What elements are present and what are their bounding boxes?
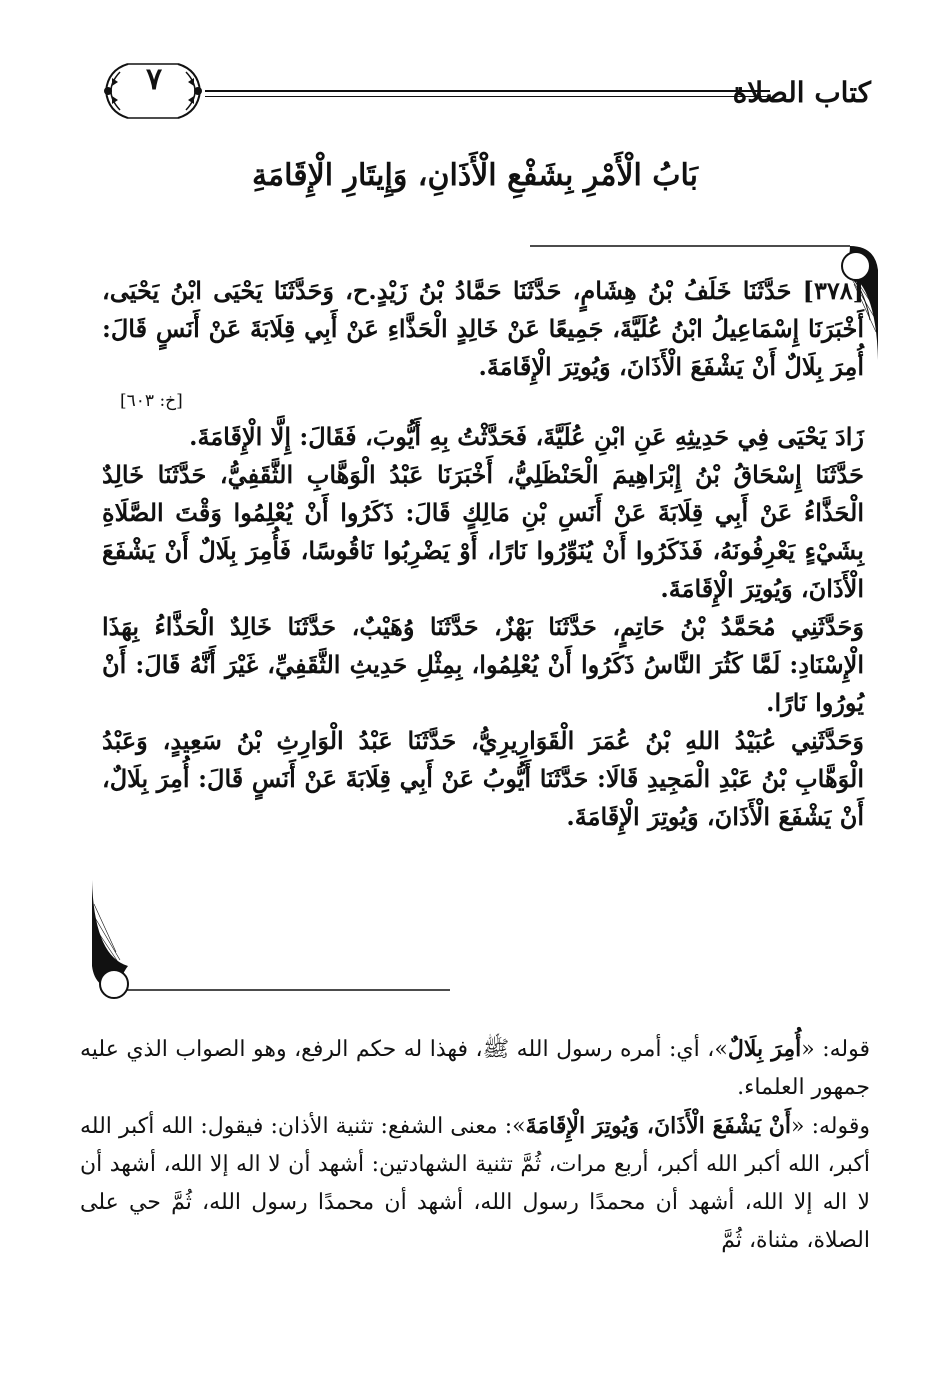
commentary-2-text: »: معنى الشفع: تثنية الأذان: فيقول: الله أكبر الله أكبر، الله أكبر الله أكبر، أربع مرات، ثُمَّ تثنية الشهادتين: أشهد أن لا اله إلا الله، أشهد أن لا اله إلا الله، أشهد أن محمدًا رسول الله، أشهد أن محمدًا رسول الله، ثُمَّ حي على الصلاة، مثناة، ثُمَّ [80,1114,870,1253]
commentary-1-quote: أُمِرَ بِلَالٌ [727,1036,802,1062]
hadith-paragraph-1: [٣٧٨] حَدَّثَنَا خَلَفُ بْنُ هِشَامٍ، حَدَّثَنَا حَمَّادُ بْنُ زَيْدٍ.ح، وَحَدَّثَنَا يَحْيَى ابْنُ يَحْيَى، أَخْبَرَنَا إِسْمَاعِيلُ ابْنُ عُلَيَّةَ، جَمِيعًا عَنْ خَالِدٍ الْحَذَّاءِ عَنْ أَبِي قِلَابَةَ عَنْ أَنَسٍ قَالَ: أُمِرَ بِلَالٌ أَنْ يَشْفَعَ الْأَذَانَ، وَيُوتِرَ الْإِقَامَةَ. [102,276,864,381]
chapter-title: بَابُ الْأَمْرِ بِشَفْعِ الْأَذَانِ، وَإِيتَارِ الْإِقَامَةِ [251,158,699,193]
commentary-paragraph-1 [80,1030,870,1107]
cross-reference: [خ: ٦٠٣] [120,391,183,411]
hadith-block [102,272,864,836]
hadith-paragraph-5: وَحَدَّثَنِي عُبَيْدُ اللهِ بْنُ عُمَرَ الْقَوَارِيرِيُّ، حَدَّثَنَا عَبْدُ الْوَارِثِ بْنُ سَعِيدٍ، وَعَبْدُ الْوَهَّابِ بْنُ عَبْدِ الْمَجِيدِ قَالَا: حَدَّثَنَا أَيُّوبُ عَنْ أَبِي قِلَابَةَ عَنْ أَنَسٍ قَالَ: أُمِرَ بِلَالٌ، أَنْ يَشْفَعَ الْأَذَانَ، وَيُوتِرَ الْإِقَامَةَ. [102,726,864,831]
running-header-title: كتاب الصلاة [732,76,871,109]
hadith-paragraph-2: زَادَ يَحْيَى فِي حَدِيثِهِ عَنِ ابْنِ عُلَيَّةَ، فَحَدَّثْتُ بِهِ أَيُّوبَ، فَقَالَ: إِلَّا الْإِقَامَةَ. [189,422,864,451]
commentary-1-text: »، أي: أمره رسول الله ﷺ، فهذا له حكم الرفع، وهو الصواب الذي عليه جمهور العلماء. [80,1037,870,1100]
commentary-paragraph-2 [80,1107,870,1260]
commentary-block [80,1030,870,1260]
header-rule [205,90,770,92]
commentary-1-prefix: قوله: « [801,1037,871,1062]
commentary-2-quote: أَنْ يَشْفَعَ الْأَذَانَ، وَيُوتِرَ الْإِقَامَةَ [525,1113,792,1139]
hadith-paragraph-4: وَحَدَّثَنِي مُحَمَّدُ بْنُ حَاتِمٍ، حَدَّثَنَا بَهْزٌ، حَدَّثَنَا وُهَيْبٌ، حَدَّثَنَا خَالِدٌ الْحَذَّاءُ بِهَذَا الْإِسْنَادِ: لَمَّا كَثُرَ النَّاسُ ذَكَرُوا أَنْ يُعْلِمُوا، بِمِثْلِ حَدِيثِ الثَّقَفِيِّ، غَيْرَ أَنَّهُ قَالَ: أَنْ يُورُوا نَارًا. [102,612,864,717]
hadith-paragraph-3: حَدَّثَنَا إِسْحَاقُ بْنُ إِبْرَاهِيمَ الْحَنْظَلِيُّ، أَخْبَرَنَا عَبْدُ الْوَهَّابِ الثَّقَفِيُّ، حَدَّثَنَا خَالِدٌ الْحَذَّاءُ عَنْ أَبِي قِلَابَةَ عَنْ أَنَسِ بْنِ مَالِكٍ قَالَ: ذَكَرُوا أَنْ يُعْلِمُوا وَقْتَ الصَّلَاةِ بِشَيْءٍ يَعْرِفُونَهُ، فَذَكَرُوا أَنْ يُنَوِّرُوا نَارًا، أَوْ يَضْرِبُوا نَاقُوسًا، فَأُمِرَ بِلَالٌ أَنْ يَشْفَعَ الْأَذَانَ، وَيُوتِرَ الْإِقَامَةَ. [102,460,864,603]
cross-reference-line [102,388,864,414]
commentary-2-prefix: وقوله: « [791,1114,870,1139]
page-number: ٧ [145,62,163,97]
header-rule-thin [205,96,770,97]
